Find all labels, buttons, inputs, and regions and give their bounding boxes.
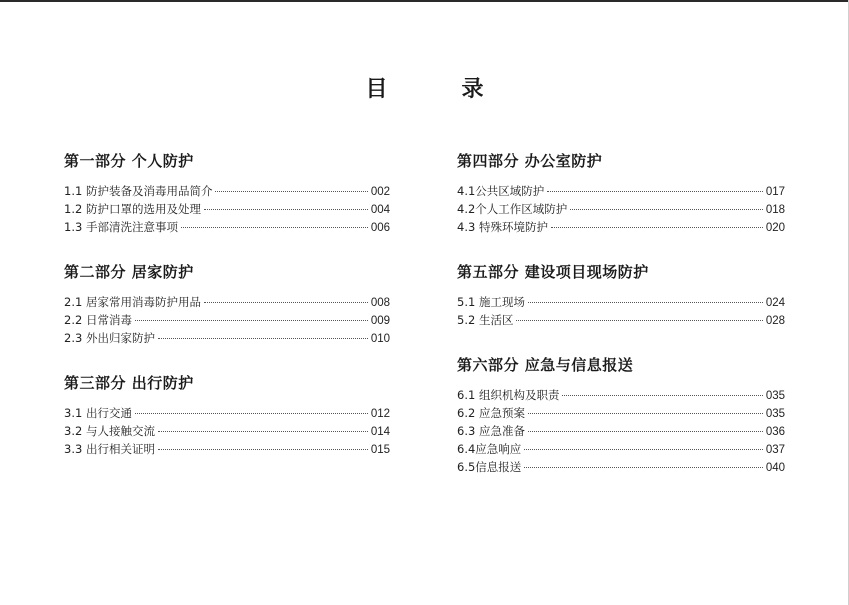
dot-leader [562,395,762,396]
dot-leader [135,413,368,414]
entry-label: 4.1公共区域防护 [457,184,545,198]
toc-section [457,261,785,329]
toc-section [64,261,390,347]
dot-leader [181,227,368,228]
entry-page-number: 035 [765,408,785,420]
entry-page-number: 018 [765,204,785,216]
section-heading: 第二部分 居家防护 [64,263,194,281]
dot-leader [570,209,763,210]
entry-label: 3.1 出行交通 [64,406,132,420]
entry-page-number: 014 [370,426,390,438]
toc-left-column [64,150,390,483]
entry-label: 3.2 与人接触交流 [64,424,155,438]
section-heading: 第五部分 建设项目现场防护 [457,263,649,281]
toc-section [64,372,390,458]
toc-entry[interactable] [457,218,785,236]
entry-label: 2.3 外出归家防护 [64,331,155,345]
section-heading: 第六部分 应急与信息报送 [457,356,634,374]
toc-section [64,150,390,236]
entry-page-number: 017 [765,186,785,198]
section-heading: 第三部分 出行防护 [64,374,194,392]
dot-leader [204,209,368,210]
dot-leader [547,191,763,192]
entry-page-number: 012 [370,408,390,420]
entry-label: 1.3 手部清洗注意事项 [64,220,178,234]
dot-leader [215,191,367,192]
toc-section [457,150,785,236]
entry-label: 4.3 特殊环境防护 [457,220,548,234]
entry-label: 6.3 应急准备 [457,424,525,438]
entry-page-number: 009 [370,315,390,327]
toc-entry[interactable] [457,200,785,218]
entry-label: 3.3 出行相关证明 [64,442,155,456]
entry-label: 2.2 日常消毒 [64,313,132,327]
entry-label: 5.2 生活区 [457,313,514,327]
entry-label: 4.2个人工作区域防护 [457,202,568,216]
entry-page-number: 006 [370,222,390,234]
entry-label: 2.1 居家常用消毒防护用品 [64,295,201,309]
toc-entry[interactable] [64,404,390,422]
entry-page-number: 015 [370,444,390,456]
dot-leader [135,320,368,321]
toc-entry[interactable] [64,200,390,218]
top-border-rule [0,0,849,2]
toc-entry[interactable] [64,422,390,440]
toc-entry[interactable] [64,311,390,329]
toc-entry[interactable] [64,329,390,347]
entry-label: 5.1 施工现场 [457,295,525,309]
entry-page-number: 040 [765,462,785,474]
toc-entry[interactable] [64,293,390,311]
entry-page-number: 028 [765,315,785,327]
toc-right-column [457,150,785,501]
toc-entry[interactable] [457,458,785,476]
dot-leader [551,227,763,228]
section-heading: 第一部分 个人防护 [64,152,194,170]
toc-entry[interactable] [457,440,785,458]
toc-section [457,354,785,476]
entry-page-number: 037 [765,444,785,456]
dot-leader [158,338,368,339]
dot-leader [524,449,763,450]
entry-page-number: 008 [370,297,390,309]
entry-page-number: 002 [370,186,390,198]
dot-leader [528,431,763,432]
entry-label: 1.2 防护口罩的选用及处理 [64,202,201,216]
entry-page-number: 020 [765,222,785,234]
dot-leader [516,320,762,321]
entry-label: 6.1 组织机构及职责 [457,388,560,402]
entry-page-number: 035 [765,390,785,402]
toc-entry[interactable] [457,386,785,404]
dot-leader [158,449,368,450]
dot-leader [158,431,368,432]
toc-entry[interactable] [64,182,390,200]
entry-label: 6.5信息报送 [457,460,522,474]
dot-leader [528,413,763,414]
toc-entry[interactable] [457,293,785,311]
entry-label: 6.2 应急预案 [457,406,525,420]
entry-page-number: 036 [765,426,785,438]
toc-entry[interactable] [457,404,785,422]
entry-page-number: 004 [370,204,390,216]
toc-entry[interactable] [64,218,390,236]
entry-label: 6.4应急响应 [457,442,522,456]
toc-entry[interactable] [457,422,785,440]
toc-entry[interactable] [457,182,785,200]
dot-leader [204,302,368,303]
dot-leader [524,467,763,468]
entry-page-number: 024 [765,297,785,309]
section-heading: 第四部分 办公室防护 [457,152,603,170]
dot-leader [528,302,763,303]
toc-entry[interactable] [64,440,390,458]
toc-entry[interactable] [457,311,785,329]
entry-label: 1.1 防护装备及消毒用品简介 [64,184,213,198]
entry-page-number: 010 [370,333,390,345]
page-title: 目 录 [365,77,510,102]
